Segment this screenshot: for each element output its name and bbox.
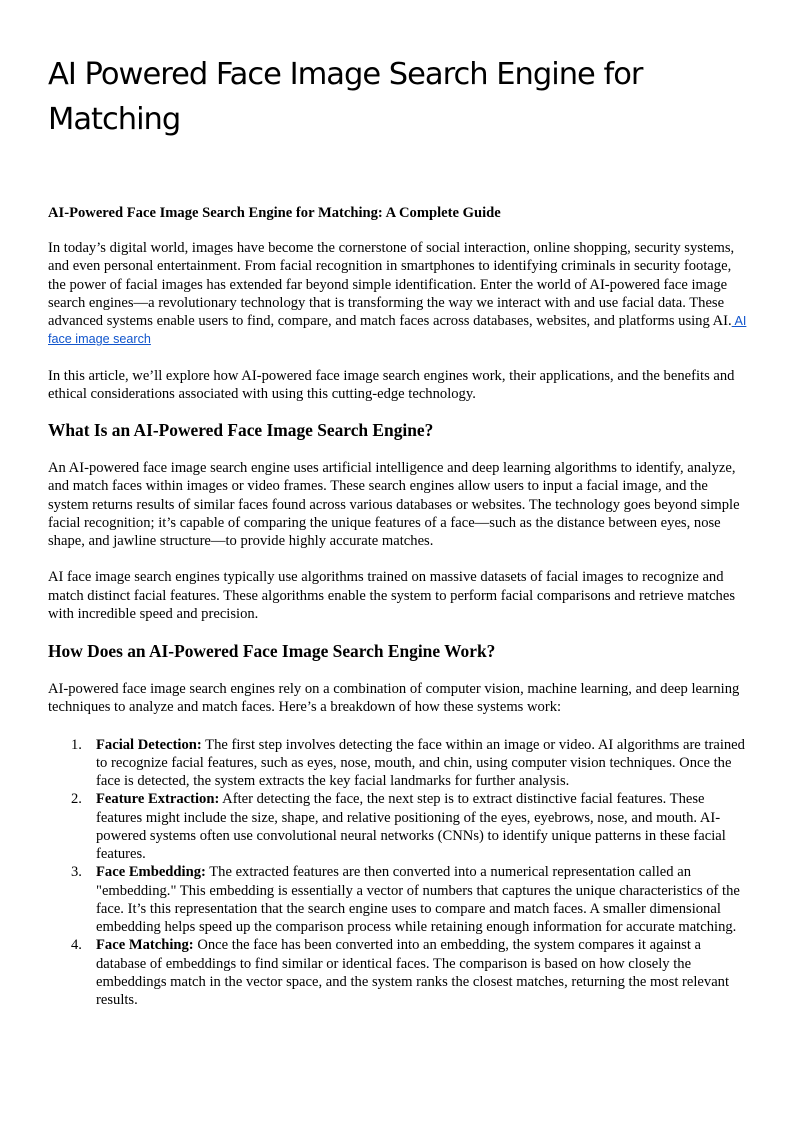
list-item-label: Face Matching: [96,937,194,954]
section-heading-how-it-works: How Does an AI-Powered Face Image Search Engine Work? [48,641,496,661]
overview-paragraph: In this article, we’ll explore how AI-powered face image search engines work, their applications, and the benefits and ethical considerations associated with using this cutting-edge technology. [48,367,735,402]
intro-paragraph [48,239,748,349]
list-item [48,736,748,791]
list-item-text: The first step involves detecting the face within an image or video. AI algorithms are trained to recognize facial features, such as eyes, nose, mouth, and chin, using computer vision techniques. Once the face is detected, the system extracts the key facial landmarks for further analysis. [96,736,745,789]
list-item [48,936,748,1009]
list-item-label: Feature Extraction: [96,791,220,808]
list-item-text: After detecting the face, the next step is to extract distinctive facial features. These features might include the size, shape, and relative positioning of the eyes, eyebrows, nose, and mouth. AI-powered systems often use convolutional neural networks (CNNs) to identify unique patterns in these facial features. [96,791,726,862]
article-subtitle: AI-Powered Face Image Search Engine for Matching: A Complete Guide [48,205,501,221]
section2-intro-paragraph: AI-powered face image search engines rely on a combination of computer vision, machine learning, and deep learning techniques to analyze and match faces. Here’s a breakdown of how these systems work: [48,681,740,716]
list-item [48,790,748,863]
section-heading-what-is: What Is an AI-Powered Face Image Search Engine? [48,420,434,440]
document-title: AI Powered Face Image Search Engine for Matching [48,57,643,137]
steps-list [48,736,748,1010]
document-page [48,52,748,1009]
section1-paragraph-2: AI face image search engines typically use algorithms trained on massive datasets of facial images to recognize and match distinct facial features. These algorithms enable the system to perform facial comparisons and retrieve matches with incredible speed and precision. [48,569,736,622]
list-item-text: The extracted features are then converted into a numerical representation called an "embedding." This embedding is essentially a vector of numbers that captures the unique characteristics of the face. It’s this representation that the search engine uses to compare and match faces. A smaller dimensional embedding helps speed up the comparison process while retaining enough information for accurate matching. [96,864,740,935]
list-item-number: 1. [71,736,82,753]
list-item [48,863,748,936]
list-item-number: 4. [71,937,82,954]
list-item-number: 3. [71,864,82,881]
intro-text: In today’s digital world, images have become the cornerstone of social interaction, online shopping, security systems, and even personal entertainment. From facial recognition in smartphones to identifying criminals in security footage, the power of facial images has extended far beyond simple identification. Enter the world of AI-powered face image search engines—a revolutionary technology that is transforming the way we interact with and use facial data. These advanced systems enable users to find, compare, and match faces across databases, websites, and platforms using AI. [48,240,735,329]
list-item-label: Facial Detection: [96,736,202,753]
list-item-text: Once the face has been converted into an embedding, the system compares it against a database of embeddings to find similar or identical faces. The comparison is based on how closely the embeddings match in the vector space, and the system ranks the closest matches, returning the most relevant results. [96,937,730,1008]
ai-face-image-search-link[interactable]: AI face image search [48,314,747,347]
list-item-number: 2. [71,791,82,808]
list-item-label: Face Embedding: [96,864,206,881]
section1-paragraph-1: An AI-powered face image search engine uses artificial intelligence and deep learning algorithms to identify, analyze, and match faces within images or video frames. These search engines allow users to input a facial image, and the system returns results of similar faces found across various databases or websites. The technology goes beyond simple facial recognition; it’s capable of comparing the unique features of a face—such as the distance between eyes, nose shape, and jawline structure—to provide highly accurate matches. [48,460,740,549]
